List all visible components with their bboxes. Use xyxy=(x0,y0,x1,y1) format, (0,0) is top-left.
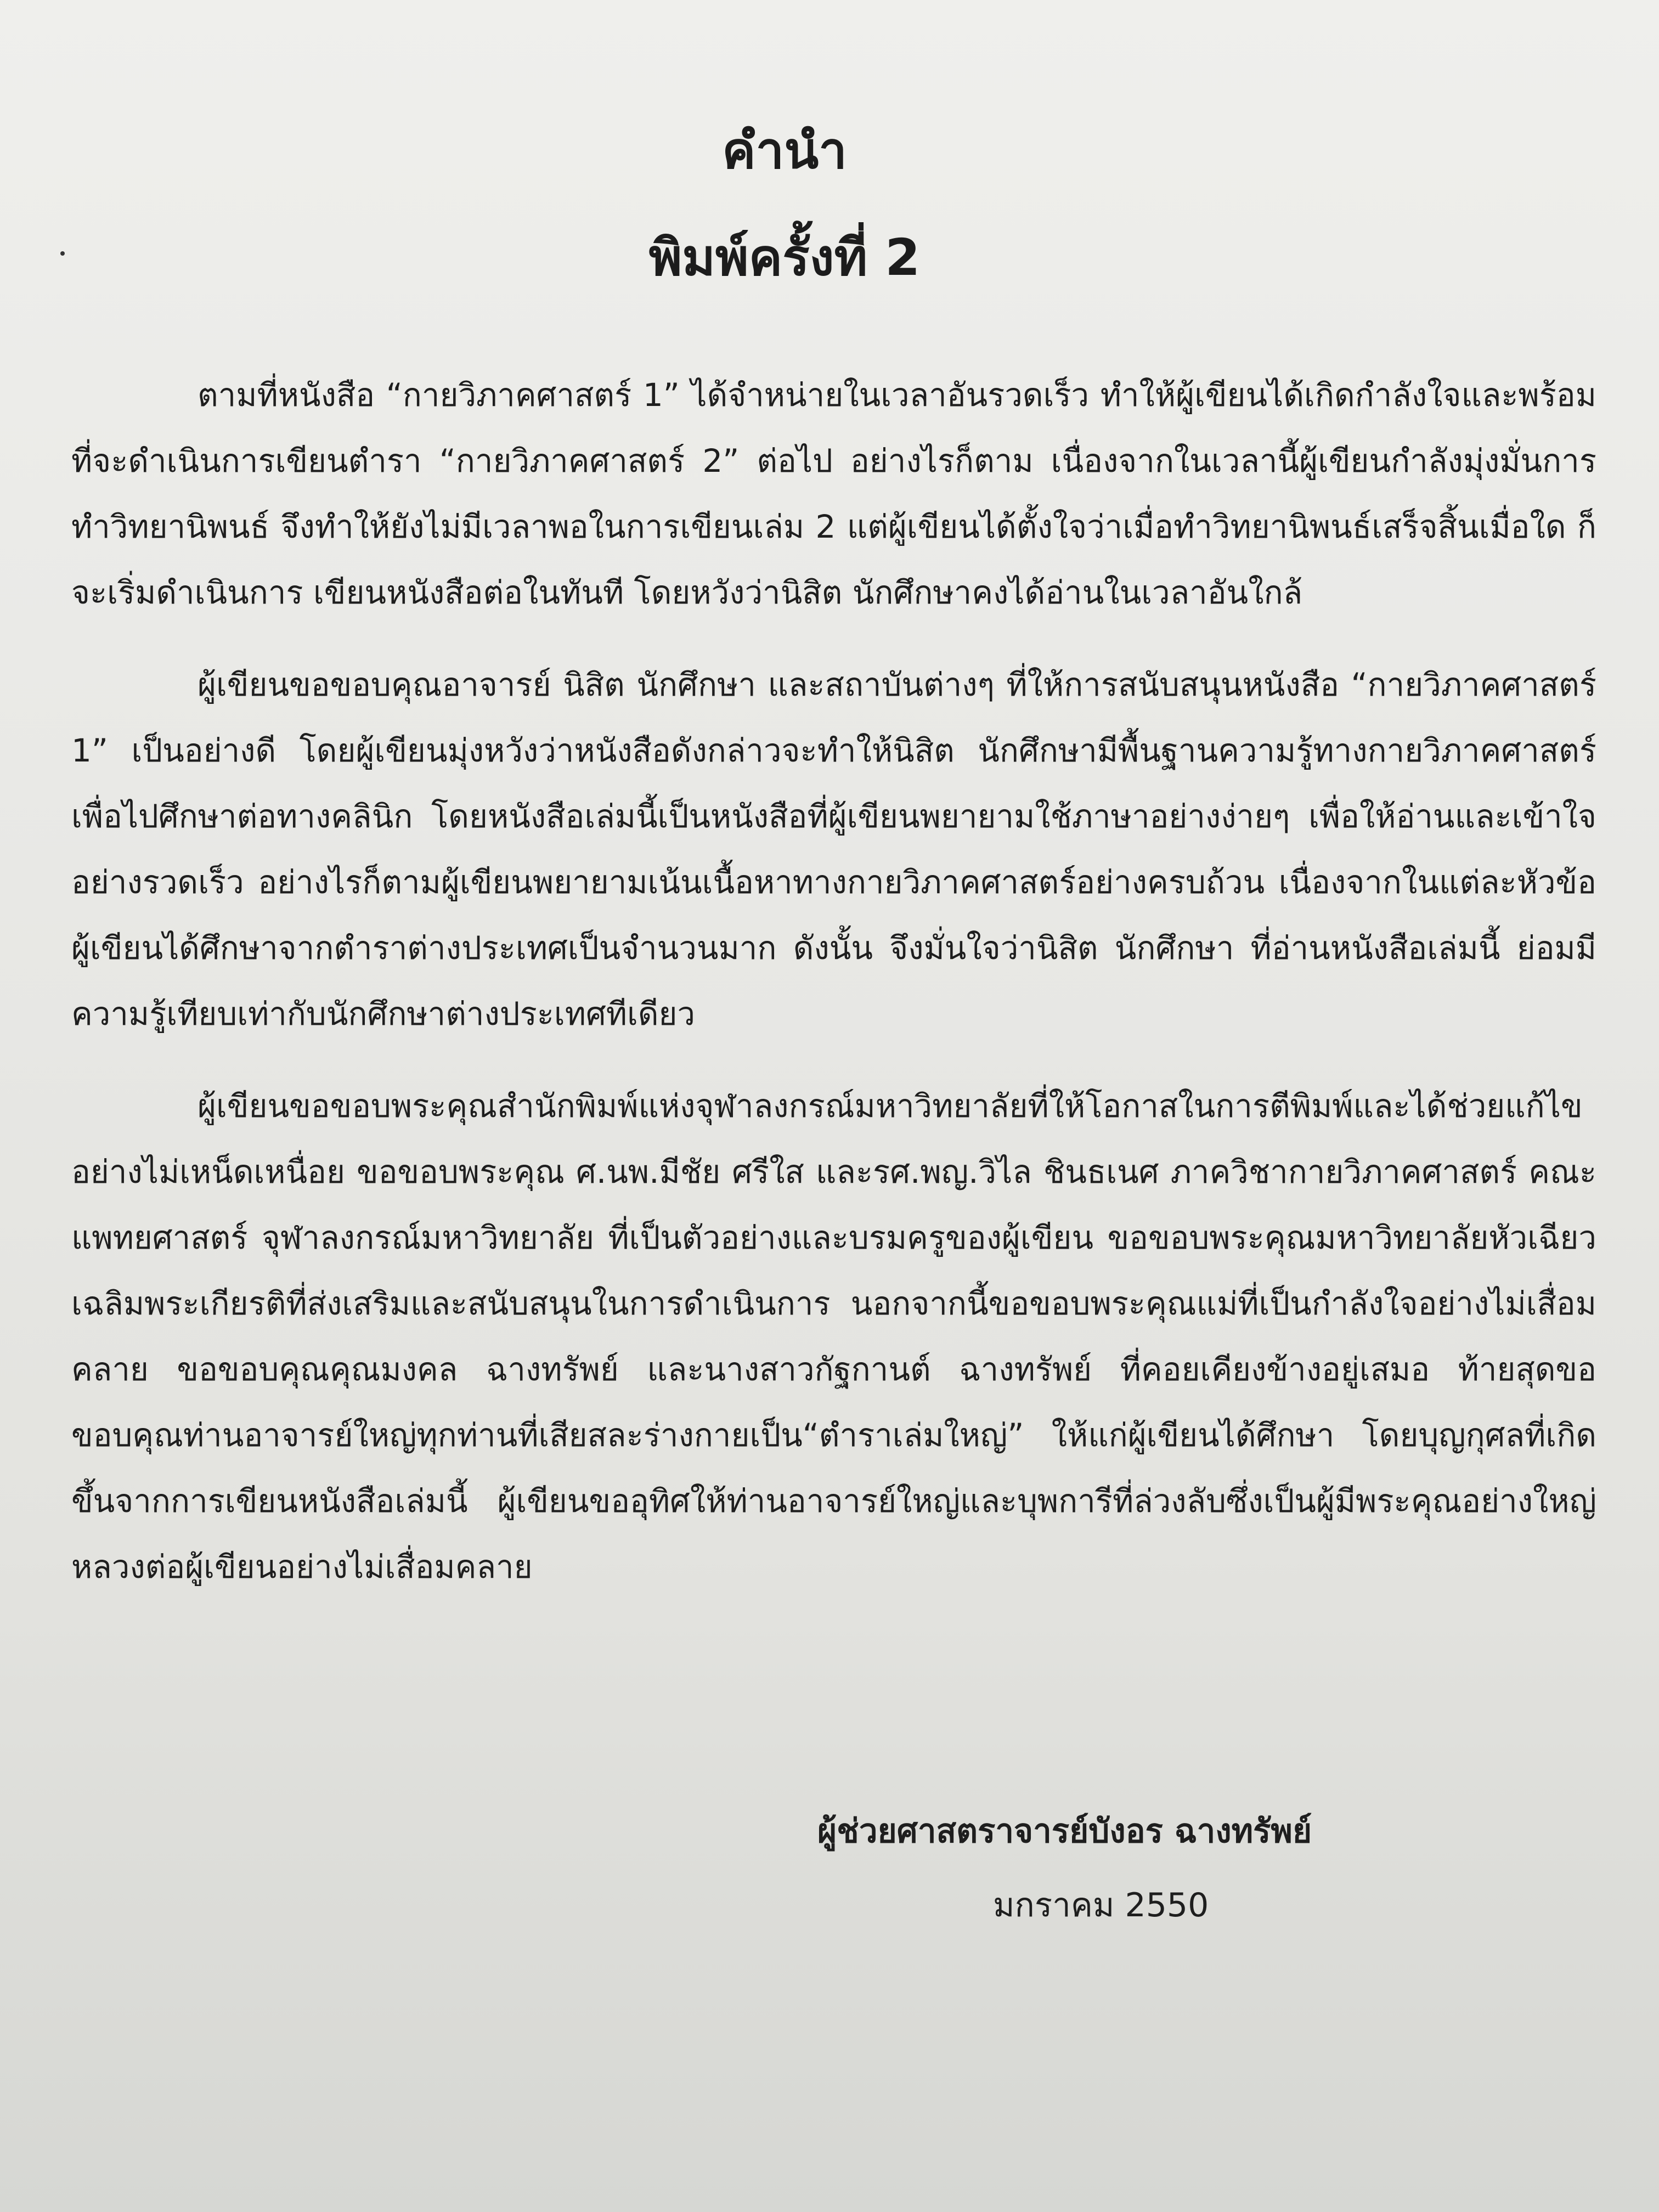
paragraph-2: ผู้เขียนขอขอบคุณอาจารย์ นิสิต นักศึกษา และสถาบันต่างๆ ที่ให้การสนับสนุนหนังสือ “กายวิภาคศาสตร์ 1” เป็นอย่างดี โดยผู้เขียนมุ่งหวังว่าหนังสือดังกล่าวจะทำให้นิสิต นักศึกษามีพื้นฐานความรู้ทางกายวิภาคศาสตร์ เพื่อไปศึกษาต่อทางคลินิก โดยหนังสือเล่มนี้เป็นหนังสือที่ผู้เขียนพยายามใช้ภาษาอย่างง่ายๆ เพื่อให้อ่านและเข้าใจอย่างรวดเร็ว อย่างไรก็ตามผู้เขียนพยายามเน้นเนื้อหาทางกายวิภาคศาสตร์อย่างครบถ้วน เนื่องจากในแต่ละหัวข้อผู้เขียนได้ศึกษาจากตำราต่างประเทศเป็นจำนวนมาก ดังนั้น จึงมั่นใจว่านิสิต นักศึกษา ที่อ่านหนังสือเล่มนี้ ย่อมมีความรู้เทียบเท่ากับนักศึกษาต่างประเทศทีเดียว xyxy=(71,666,1596,1032)
paragraph-1: ตามที่หนังสือ “กายวิภาคศาสตร์ 1” ได้จำหน่ายในเวลาอันรวดเร็ว ทำให้ผู้เขียนได้เกิดกำลังใจและพร้อมที่จะดำเนินการเขียนตำรา “กายวิภาคศาสตร์ 2” ต่อไป อย่างไรก็ตาม เนื่องจากในเวลานี้ผู้เขียนกำลังมุ่งมั่นการทำวิทยานิพนธ์ จึงทำให้ยังไม่มีเวลาพอในการเขียนเล่ม 2 แต่ผู้เขียนได้ตั้งใจว่าเมื่อทำวิทยานิพนธ์เสร็จสิ้นเมื่อใด ก็จะเริ่มดำเนินการ เขียนหนังสือต่อในทันที โดยหวังว่านิสิต นักศึกษาคงได้อ่านในเวลาอันใกล้ xyxy=(71,376,1596,611)
signature-date: มกราคม 2550 xyxy=(993,1886,1209,1925)
page-subtitle: พิมพ์ครั้งที่ 2 xyxy=(648,228,921,287)
preface-body xyxy=(71,362,1596,1626)
paragraph-3: ผู้เขียนขอขอบพระคุณสำนักพิมพ์แห่งจุฬาลงกรณ์มหาวิทยาลัยที่ให้โอกาสในการตีพิมพ์และได้ช่วยแก้ไขอย่างไม่เหน็ดเหนื่อย ขอขอบพระคุณ ศ.นพ.มีชัย ศรีใส และรศ.พญ.วิไล ชินธเนศ ภาควิชากายวิภาคศาสตร์ คณะแพทยศาสตร์ จุฬาลงกรณ์มหาวิทยาลัย ที่เป็นตัวอย่างและบรมครูของผู้เขียน ขอขอบพระคุณมหาวิทยาลัยหัวเฉียวเฉลิมพระเกียรติที่ส่งเสริมและสนับสนุนในการดำเนินการ นอกจากนี้ขอขอบพระคุณแม่ที่เป็นกำลังใจอย่างไม่เสื่อมคลาย ขอขอบคุณคุณมงคล ฉางทรัพย์ และนางสาวกัฐกานต์ ฉางทรัพย์ ที่คอยเคียงข้างอยู่เสมอ ท้ายสุดขอขอบคุณท่านอาจารย์ใหญ่ทุกท่านที่เสียสละร่างกายเป็น“ตำราเล่มใหญ่” ให้แก่ผู้เขียนได้ศึกษา โดยบุญกุศลที่เกิดขึ้นจากการเขียนหนังสือเล่มนี้ ผู้เขียนขออุทิศให้ท่านอาจารย์ใหญ่และบุพการีที่ล่วงลับซึ่งเป็นผู้มีพระคุณอย่างใหญ่หลวงต่อผู้เขียนอย่างไม่เสื่อมคลาย xyxy=(71,1087,1596,1585)
signature-block xyxy=(817,1805,1476,1931)
page-title: คำนำ xyxy=(722,121,847,180)
author-name: ผู้ช่วยศาสตราจารย์บังอร ฉางทรัพย์ xyxy=(817,1812,1312,1850)
